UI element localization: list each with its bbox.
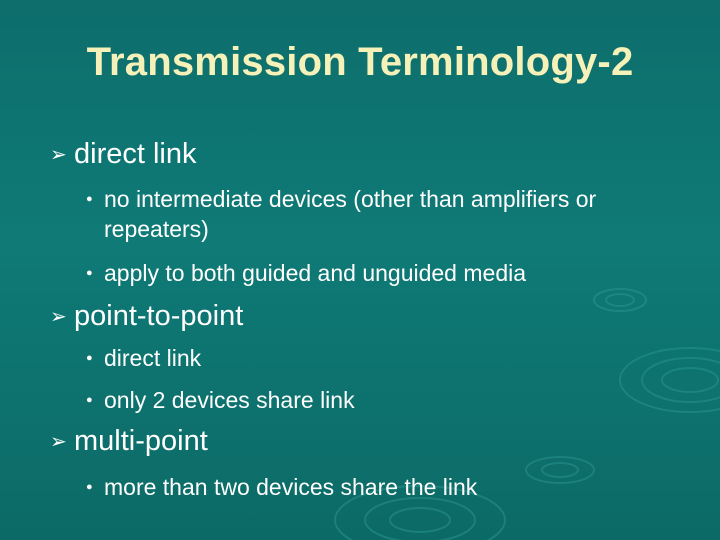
arrow-bullet-icon: ➢ xyxy=(50,144,67,166)
bullet-text: no intermediate devices (other than amplifiers or repeaters) xyxy=(104,186,597,242)
bullet-item xyxy=(86,385,686,415)
bullet-text: direct link xyxy=(104,345,202,371)
bullet-item xyxy=(86,472,686,502)
heading-label: direct link xyxy=(74,138,197,170)
bullet-item xyxy=(86,258,686,288)
heading-label: multi-point xyxy=(74,425,208,457)
arrow-bullet-icon: ➢ xyxy=(50,431,67,453)
slide-title: Transmission Terminology-2 xyxy=(86,40,634,84)
heading-multi-point xyxy=(50,425,208,458)
round-bullet-icon: ● xyxy=(86,267,93,279)
heading-direct-link xyxy=(50,138,197,171)
bullet-text: more than two devices share the link xyxy=(104,474,478,500)
round-bullet-icon: ● xyxy=(86,394,93,406)
arrow-bullet-icon: ➢ xyxy=(50,306,67,328)
bullet-text: only 2 devices share link xyxy=(104,387,355,413)
bullet-item xyxy=(86,184,686,244)
heading-label: point-to-point xyxy=(74,300,244,332)
heading-point-to-point xyxy=(50,300,243,333)
round-bullet-icon: ● xyxy=(86,481,93,493)
round-bullet-icon: ● xyxy=(86,193,93,205)
bullet-text: apply to both guided and unguided media xyxy=(104,260,527,286)
bullet-item xyxy=(86,343,686,373)
round-bullet-icon: ● xyxy=(86,352,93,364)
